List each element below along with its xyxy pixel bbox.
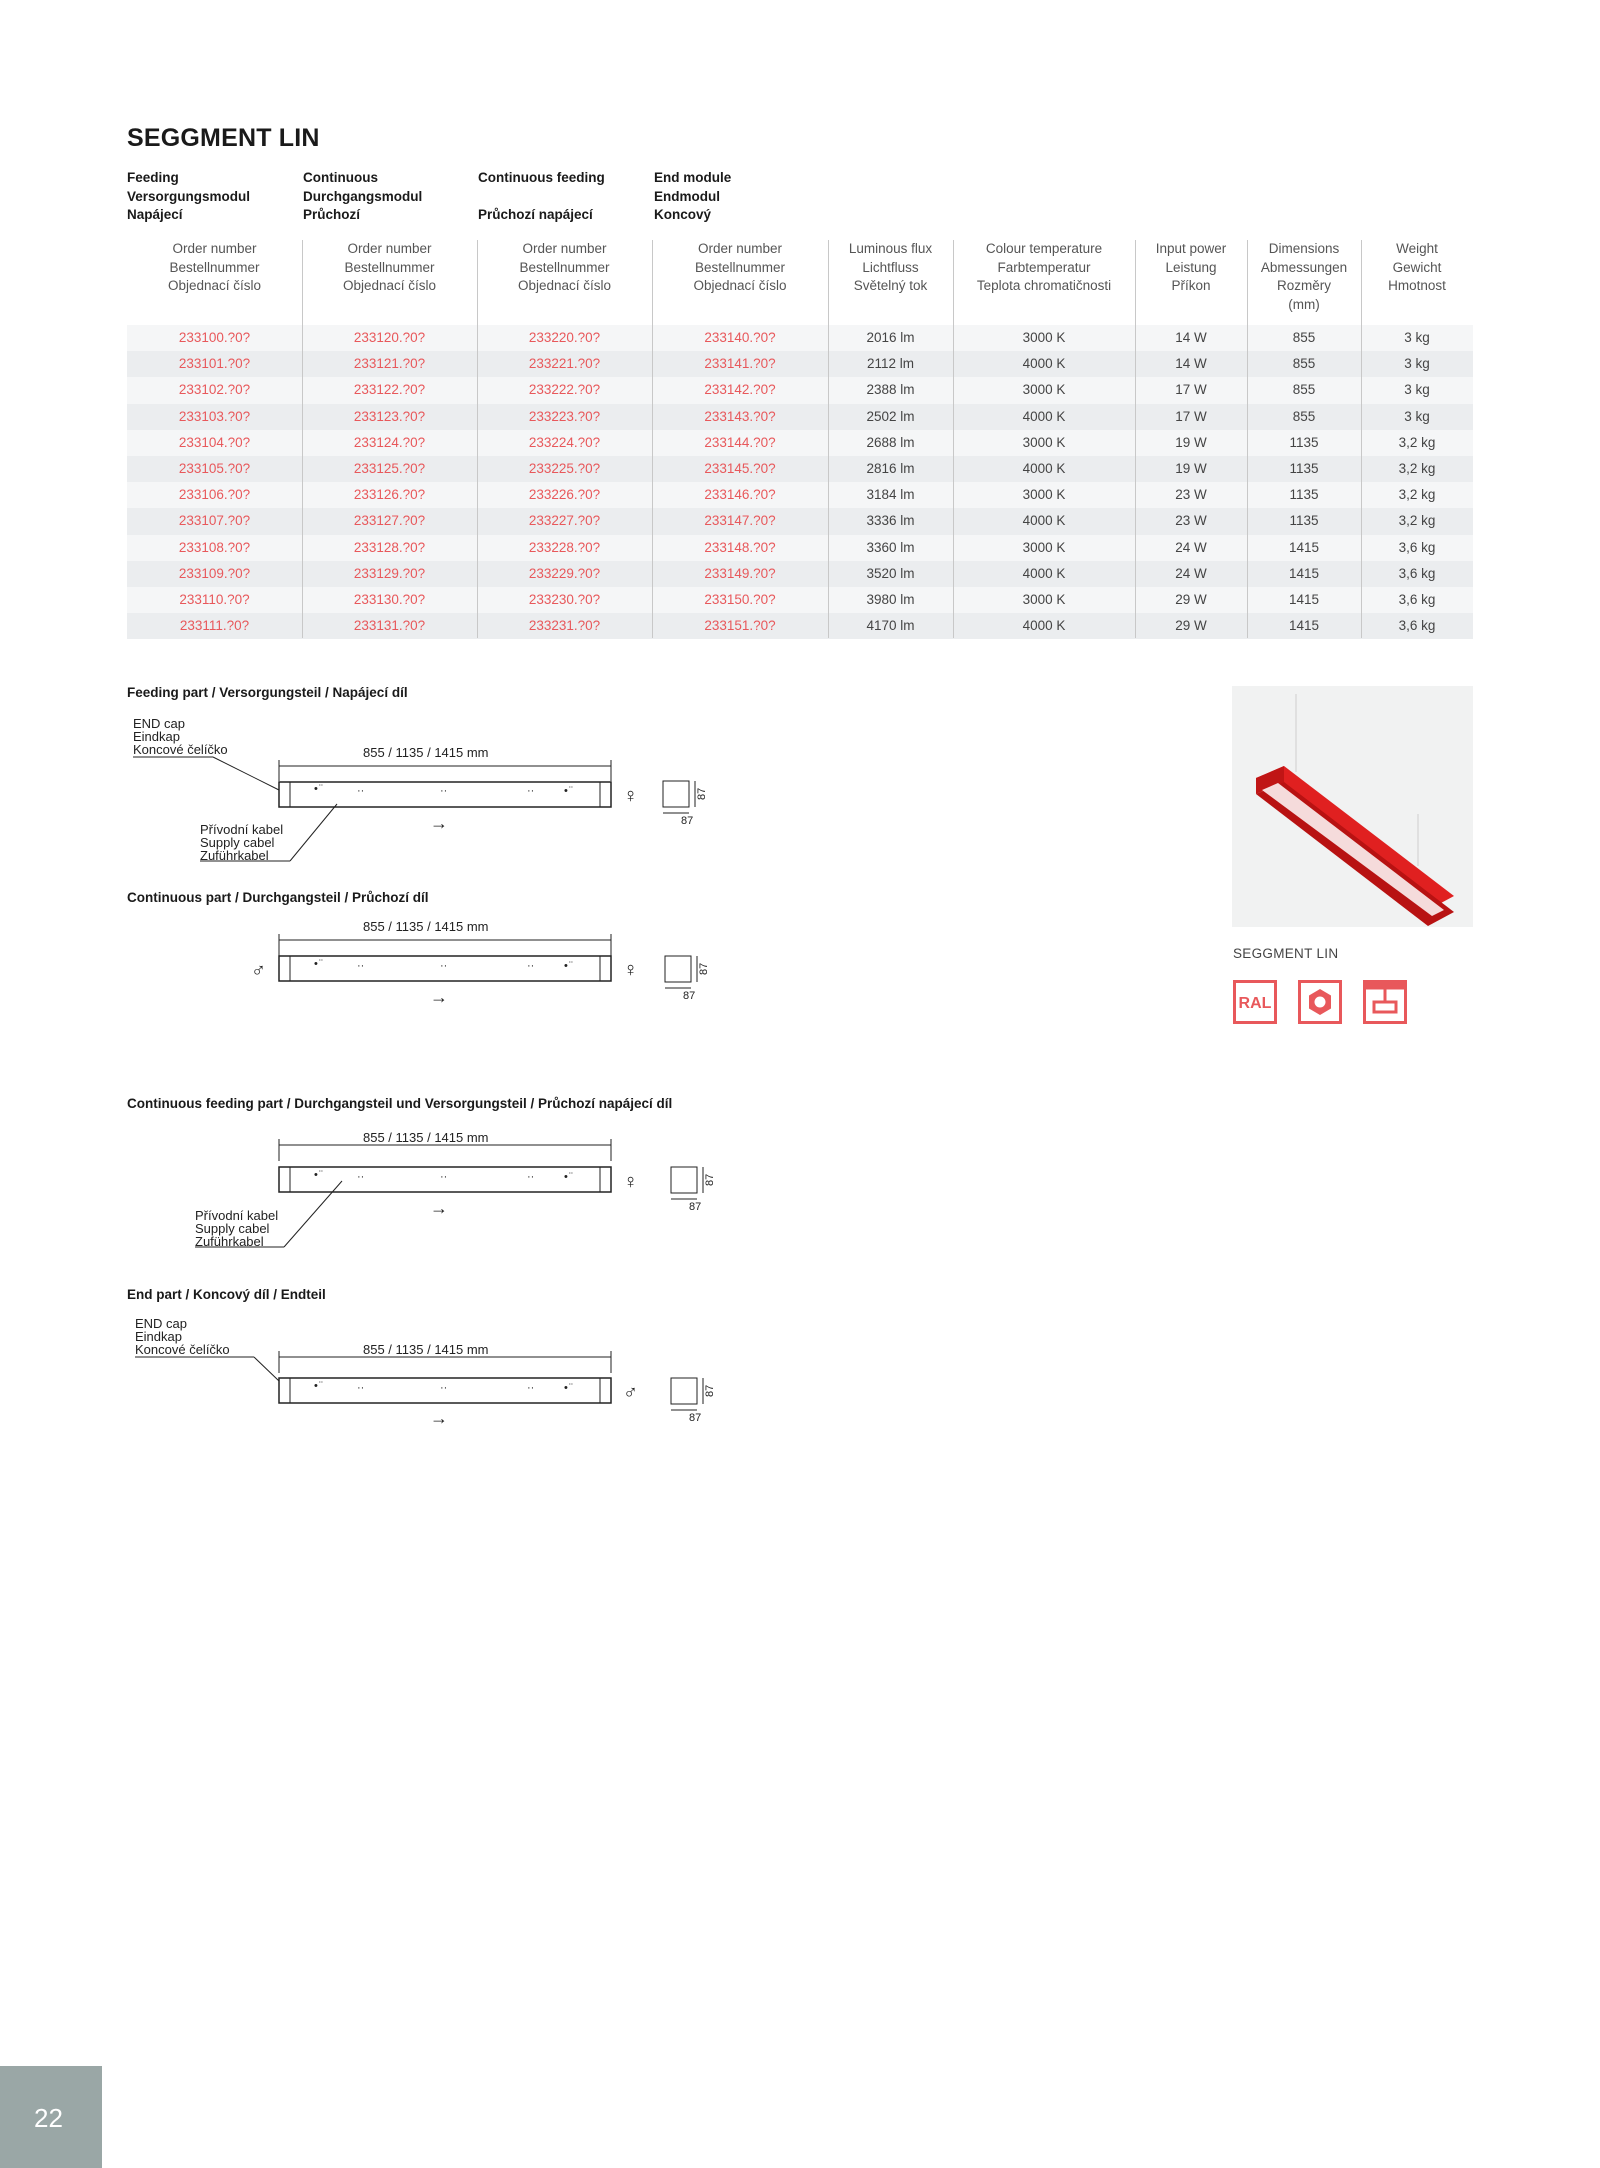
- endcap-label: Koncové čelíčko: [133, 742, 228, 757]
- table-row: [127, 482, 1473, 508]
- svg-text:··: ··: [440, 785, 448, 797]
- order-number-cell: 233223.?0?: [528, 408, 601, 424]
- table-cell: 2502 lm: [866, 408, 915, 424]
- svg-text:··: ··: [440, 960, 448, 972]
- table-cell: 2016 lm: [866, 330, 915, 345]
- colhead-line: Příkon: [1171, 278, 1211, 293]
- size-label: 87: [689, 1412, 702, 1424]
- order-number-cell: 233145.?0?: [704, 460, 776, 476]
- svg-text:··: ··: [357, 785, 365, 797]
- table-cell: 3,6 kg: [1398, 565, 1436, 581]
- colhead-line: Světelný tok: [853, 278, 928, 293]
- table-cell: 3 kg: [1404, 382, 1430, 398]
- length-dimension: 855 / 1135 / 1415 mm: [363, 745, 489, 760]
- column-divider: [1361, 240, 1362, 638]
- colhead-line: Bestellnummer: [169, 259, 260, 275]
- order-number-cell: 233222.?0?: [528, 382, 601, 398]
- order-number-cell: 233109.?0?: [178, 565, 251, 581]
- order-number-cell: 233120.?0?: [353, 330, 426, 345]
- column-divider: [1135, 240, 1136, 638]
- svg-text:• ̈: • ̈: [314, 783, 321, 795]
- product-table: [127, 325, 1473, 639]
- order-number-cell: 233102.?0?: [178, 382, 251, 398]
- table-cell: 3,6 kg: [1398, 539, 1436, 555]
- table-row: [127, 351, 1473, 377]
- table-cell: 2112 lm: [866, 356, 915, 372]
- svg-text:··: ··: [527, 1382, 535, 1394]
- table-cell: 19 W: [1175, 460, 1207, 476]
- table-row: [127, 613, 1473, 639]
- colhead-line: Input power: [1155, 241, 1227, 256]
- order-number-cell: 233221.?0?: [528, 356, 601, 372]
- group-continuous: [303, 169, 473, 225]
- table-cell: 1415: [1288, 565, 1320, 581]
- order-number-cell: 233123.?0?: [353, 408, 426, 424]
- column-divider: [652, 240, 653, 638]
- size-label: 87: [704, 1173, 716, 1186]
- svg-text:• ̈: • ̈: [314, 1380, 321, 1392]
- column-divider: [302, 240, 303, 638]
- table-cell: 3336 lm: [866, 513, 915, 529]
- product-caption: SEGGMENT LIN: [1233, 946, 1339, 961]
- product-photo: [1232, 686, 1473, 927]
- size-label: 87: [681, 815, 694, 827]
- table-cell: 1415: [1288, 591, 1320, 607]
- table-cell: 24 W: [1175, 565, 1207, 581]
- order-number-cell: 233143.?0?: [704, 408, 776, 424]
- colhead-line: Gewicht: [1392, 259, 1442, 275]
- continuous-drawing: [127, 910, 767, 1020]
- table-cell: 1415: [1288, 539, 1320, 555]
- colhead-line: Bestellnummer: [344, 259, 435, 275]
- column-header-luminous-flux: [828, 240, 953, 296]
- section-label-continuous: Continuous part / Durchgangsteil / Průchozí díl: [127, 890, 429, 905]
- order-number-cell: 233104.?0?: [178, 434, 251, 450]
- length-dimension: 855 / 1135 / 1415 mm: [363, 1342, 489, 1357]
- order-number-cell: 233121.?0?: [353, 356, 426, 372]
- continuous-feeding-drawing: [127, 1118, 767, 1258]
- group-line: Koncový: [654, 207, 712, 222]
- colhead-line: Objednací číslo: [517, 278, 612, 293]
- table-cell: 1415: [1288, 618, 1320, 634]
- order-number-cell: 233229.?0?: [528, 565, 601, 581]
- colhead-line: Objednací číslo: [693, 278, 787, 293]
- colhead-line: Leistung: [1165, 259, 1217, 275]
- table-cell: 17 W: [1175, 382, 1207, 398]
- order-number-cell: 233228.?0?: [528, 539, 601, 555]
- feeding-drawing: [127, 710, 767, 880]
- order-number-cell: 233224.?0?: [528, 434, 601, 450]
- colhead-line: Weight: [1396, 241, 1438, 256]
- table-cell: 3 kg: [1404, 356, 1430, 372]
- column-header-dimensions: [1247, 240, 1361, 314]
- table-cell: 3,2 kg: [1398, 460, 1436, 476]
- column-header-order-continuous-feeding: [477, 240, 652, 296]
- order-number-cell: 233101.?0?: [178, 356, 251, 372]
- table-cell: 3184 lm: [866, 487, 915, 503]
- table-cell: 3000 K: [1022, 330, 1066, 345]
- column-divider: [1247, 240, 1248, 638]
- group-line: Napájecí: [127, 207, 183, 222]
- svg-text:··: ··: [357, 1382, 365, 1394]
- order-number-cell: 233149.?0?: [704, 565, 776, 581]
- endcap-label: Eindkap: [133, 729, 180, 744]
- table-cell: 3,6 kg: [1398, 591, 1436, 607]
- order-number-cell: 233111.?0?: [179, 618, 250, 634]
- order-number-cell: 233105.?0?: [178, 460, 251, 476]
- table-cell: 3000 K: [1022, 591, 1066, 607]
- colhead-line: Luminous flux: [848, 241, 933, 256]
- colhead-line: Lichtfluss: [862, 259, 919, 275]
- colhead-line: Abmessungen: [1260, 259, 1348, 275]
- order-number-cell: 233125.?0?: [353, 460, 426, 476]
- table-cell: 3000 K: [1022, 434, 1066, 450]
- order-number-cell: 233131.?0?: [353, 618, 426, 634]
- colhead-line: Objednací číslo: [167, 278, 262, 293]
- table-cell: 3,2 kg: [1398, 434, 1436, 450]
- order-number-cell: 233130.?0?: [353, 591, 426, 607]
- table-cell: 29 W: [1175, 618, 1207, 634]
- table-cell: 3000 K: [1022, 382, 1066, 398]
- table-cell: 3,2 kg: [1398, 487, 1436, 503]
- column-header-colour-temperature: [953, 240, 1135, 296]
- length-dimension: 855 / 1135 / 1415 mm: [363, 1130, 489, 1145]
- direction-arrow: →: [430, 987, 448, 1007]
- svg-text:··: ··: [527, 1171, 535, 1183]
- endcap-label: Eindkap: [135, 1329, 182, 1344]
- svg-text:• ̈: • ̈: [564, 1171, 571, 1183]
- group-line: Průchozí: [303, 207, 361, 222]
- svg-text:• ̈: • ̈: [314, 958, 321, 970]
- group-line: Feeding: [127, 170, 179, 185]
- order-number-cell: 233128.?0?: [353, 539, 426, 555]
- colhead-line: Order number: [697, 241, 783, 256]
- colhead-line: Rozměry: [1276, 278, 1331, 293]
- table-cell: 855: [1292, 330, 1316, 345]
- colhead-line: Bestellnummer: [694, 259, 786, 275]
- table-row: [127, 430, 1473, 456]
- table-cell: 2816 lm: [866, 460, 915, 476]
- table-cell: 1135: [1289, 487, 1319, 503]
- group-feeding: [127, 169, 297, 225]
- length-dimension: 855 / 1135 / 1415 mm: [363, 919, 489, 934]
- table-cell: 855: [1292, 356, 1316, 372]
- table-row: [127, 377, 1473, 403]
- order-number-cell: 233231.?0?: [528, 618, 601, 634]
- group-end-module: [654, 169, 824, 225]
- table-cell: 19 W: [1175, 434, 1207, 450]
- table-cell: 4000 K: [1022, 565, 1066, 581]
- svg-text:··: ··: [527, 960, 535, 972]
- order-number-cell: 233103.?0?: [178, 408, 251, 424]
- colhead-line: Dimensions: [1268, 241, 1340, 256]
- table-cell: 17 W: [1175, 408, 1207, 424]
- table-cell: 1135: [1289, 434, 1319, 450]
- endcap-label: END cap: [133, 716, 186, 731]
- column-header-input-power: [1135, 240, 1247, 296]
- order-number-cell: 233108.?0?: [178, 539, 251, 555]
- table-row: [127, 404, 1473, 430]
- group-line: Continuous feeding: [478, 170, 605, 185]
- male-connector-icon: ♂: [251, 960, 266, 982]
- group-continuous-feeding: [478, 169, 648, 225]
- order-number-cell: 233226.?0?: [528, 487, 601, 503]
- table-cell: 4170 lm: [866, 618, 915, 634]
- order-number-cell: 233124.?0?: [353, 434, 426, 450]
- column-header-order-continuous: [302, 240, 477, 296]
- svg-text:• ̈: • ̈: [564, 785, 571, 797]
- colhead-line: Order number: [522, 241, 607, 256]
- diagram-feeding: [127, 710, 767, 885]
- table-cell: 3000 K: [1022, 487, 1066, 503]
- table-cell: 3360 lm: [866, 539, 915, 555]
- table-cell: 3 kg: [1404, 330, 1430, 345]
- female-connector-icon: ♀: [623, 959, 638, 981]
- luminaire-illustration: [1232, 686, 1473, 927]
- order-number-cell: 233150.?0?: [704, 591, 776, 607]
- direction-arrow: →: [430, 1408, 448, 1428]
- table-cell: 29 W: [1175, 591, 1207, 607]
- table-row: [127, 587, 1473, 613]
- table-cell: 3,6 kg: [1398, 618, 1436, 634]
- section-label-continuous-feeding: Continuous feeding part / Durchgangsteil und Versorgungsteil / Průchozí napájecí díl: [127, 1096, 673, 1111]
- order-number-cell: 233122.?0?: [353, 382, 426, 398]
- size-label: 87: [704, 1384, 716, 1397]
- diagram-continuous: [127, 910, 767, 1025]
- order-number-cell: 233151.?0?: [704, 618, 776, 634]
- order-number-cell: 233140.?0?: [704, 330, 776, 345]
- group-line: Continuous: [303, 170, 378, 185]
- size-label: 87: [689, 1201, 702, 1213]
- svg-text:··: ··: [357, 1171, 365, 1183]
- hex-nut-icon: [1298, 980, 1342, 1024]
- table-row: [127, 325, 1473, 351]
- female-connector-icon: ♀: [623, 785, 638, 807]
- svg-text:··: ··: [440, 1171, 448, 1183]
- order-number-cell: 233220.?0?: [528, 330, 601, 345]
- column-header-order-feeding: [127, 240, 302, 296]
- order-number-cell: 233106.?0?: [178, 487, 251, 503]
- svg-text:• ̈: • ̈: [314, 1169, 321, 1181]
- order-number-cell: 233227.?0?: [528, 513, 601, 529]
- table-row: [127, 535, 1473, 561]
- cable-label: Supply cabel: [200, 835, 275, 850]
- cable-label: Přívodní kabel: [200, 822, 284, 837]
- page-number: 22: [34, 2103, 63, 2133]
- colhead-line: Colour temperature: [985, 241, 1103, 256]
- group-line: Durchgangsmodul: [303, 188, 423, 204]
- column-header-order-end: [652, 240, 828, 296]
- svg-text:• ̈: • ̈: [564, 960, 571, 972]
- order-number-cell: 233144.?0?: [704, 434, 776, 450]
- table-cell: 855: [1292, 408, 1316, 424]
- svg-text:··: ··: [357, 960, 365, 972]
- table-cell: 1135: [1289, 460, 1319, 476]
- order-number-cell: 233107.?0?: [178, 513, 251, 529]
- suspended-mount-icon: [1363, 980, 1407, 1024]
- cable-label: Zuführkabel: [200, 848, 269, 863]
- svg-text:··: ··: [527, 785, 535, 797]
- group-line: Průchozí napájecí: [478, 207, 593, 222]
- order-number-cell: 233110.?0?: [179, 591, 250, 607]
- ral-color-icon: [1233, 980, 1277, 1024]
- male-connector-icon: ♂: [623, 1382, 638, 1404]
- table-cell: 14 W: [1175, 330, 1207, 345]
- table-cell: 2688 lm: [866, 434, 915, 450]
- order-number-cell: 233225.?0?: [528, 460, 601, 476]
- group-line: Endmodul: [654, 188, 720, 204]
- group-line: [478, 188, 648, 207]
- column-header-weight: [1361, 240, 1473, 296]
- group-line: End module: [654, 170, 732, 185]
- order-number-cell: 233127.?0?: [353, 513, 426, 529]
- order-number-cell: 233126.?0?: [353, 487, 426, 503]
- svg-text:··: ··: [440, 1382, 448, 1394]
- colhead-line: Order number: [347, 241, 432, 256]
- order-number-cell: 233100.?0?: [178, 330, 251, 345]
- colhead-line: Teplota chromatičnosti: [976, 278, 1112, 293]
- table-cell: 3 kg: [1404, 408, 1430, 424]
- order-number-cell: 233148.?0?: [704, 539, 776, 555]
- table-cell: 3520 lm: [866, 565, 915, 581]
- colhead-line: Order number: [172, 241, 257, 256]
- svg-text:• ̈: • ̈: [564, 1382, 571, 1394]
- direction-arrow: →: [430, 1198, 448, 1218]
- diagram-end: [127, 1310, 767, 1445]
- endcap-label: END cap: [135, 1316, 188, 1331]
- table-cell: 1135: [1289, 513, 1319, 529]
- column-divider: [477, 240, 478, 638]
- size-label: 87: [683, 990, 696, 1002]
- table-row: [127, 508, 1473, 534]
- end-drawing: [127, 1310, 767, 1440]
- table-cell: 4000 K: [1022, 460, 1066, 476]
- section-label-end: End part / Koncový díl / Endteil: [127, 1287, 326, 1302]
- column-divider: [953, 240, 954, 638]
- colhead-line: Objednací číslo: [342, 278, 437, 293]
- table-cell: 2388 lm: [866, 382, 915, 398]
- colhead-line: Farbtemperatur: [997, 259, 1091, 275]
- order-number-cell: 233129.?0?: [353, 565, 426, 581]
- table-cell: 4000 K: [1022, 408, 1066, 424]
- table-cell: 23 W: [1175, 487, 1207, 503]
- table-cell: 3000 K: [1022, 539, 1066, 555]
- cable-label: Supply cabel: [195, 1221, 270, 1236]
- order-number-cell: 233141.?0?: [704, 356, 776, 372]
- table-cell: 24 W: [1175, 539, 1207, 555]
- table-cell: 4000 K: [1022, 513, 1066, 529]
- order-number-cell: 233147.?0?: [704, 513, 776, 529]
- colhead-line: Hmotnost: [1388, 278, 1446, 293]
- table-cell: 14 W: [1175, 356, 1207, 372]
- ral-icon-text: RAL: [1238, 995, 1272, 1012]
- table-cell: 3980 lm: [866, 591, 915, 607]
- order-number-cell: 233142.?0?: [704, 382, 776, 398]
- column-divider: [828, 240, 829, 638]
- group-line: Versorgungsmodul: [127, 188, 251, 204]
- table-row: [127, 456, 1473, 482]
- page-title: SEGGMENT LIN: [127, 124, 320, 152]
- table-cell: 23 W: [1175, 513, 1207, 529]
- endcap-label: Koncové čelíčko: [135, 1342, 230, 1357]
- table-cell: 4000 K: [1022, 356, 1066, 372]
- female-connector-icon: ♀: [623, 1171, 638, 1193]
- section-label-feeding: Feeding part / Versorgungsteil / Napájecí díl: [127, 685, 408, 700]
- colhead-line: Bestellnummer: [519, 259, 610, 275]
- table-cell: 3,2 kg: [1398, 513, 1436, 529]
- colhead-line: (mm): [1288, 296, 1320, 312]
- diagram-continuous-feeding: [127, 1118, 767, 1263]
- order-number-cell: 233146.?0?: [704, 487, 776, 503]
- size-label: 87: [696, 787, 708, 800]
- table-row: [127, 561, 1473, 587]
- table-cell: 4000 K: [1022, 618, 1066, 634]
- table-cell: 855: [1292, 382, 1316, 398]
- direction-arrow: →: [430, 813, 448, 833]
- size-label: 87: [698, 962, 710, 975]
- cable-label: Zuführkabel: [195, 1234, 264, 1249]
- cable-label: Přívodní kabel: [195, 1208, 279, 1223]
- order-number-cell: 233230.?0?: [528, 591, 601, 607]
